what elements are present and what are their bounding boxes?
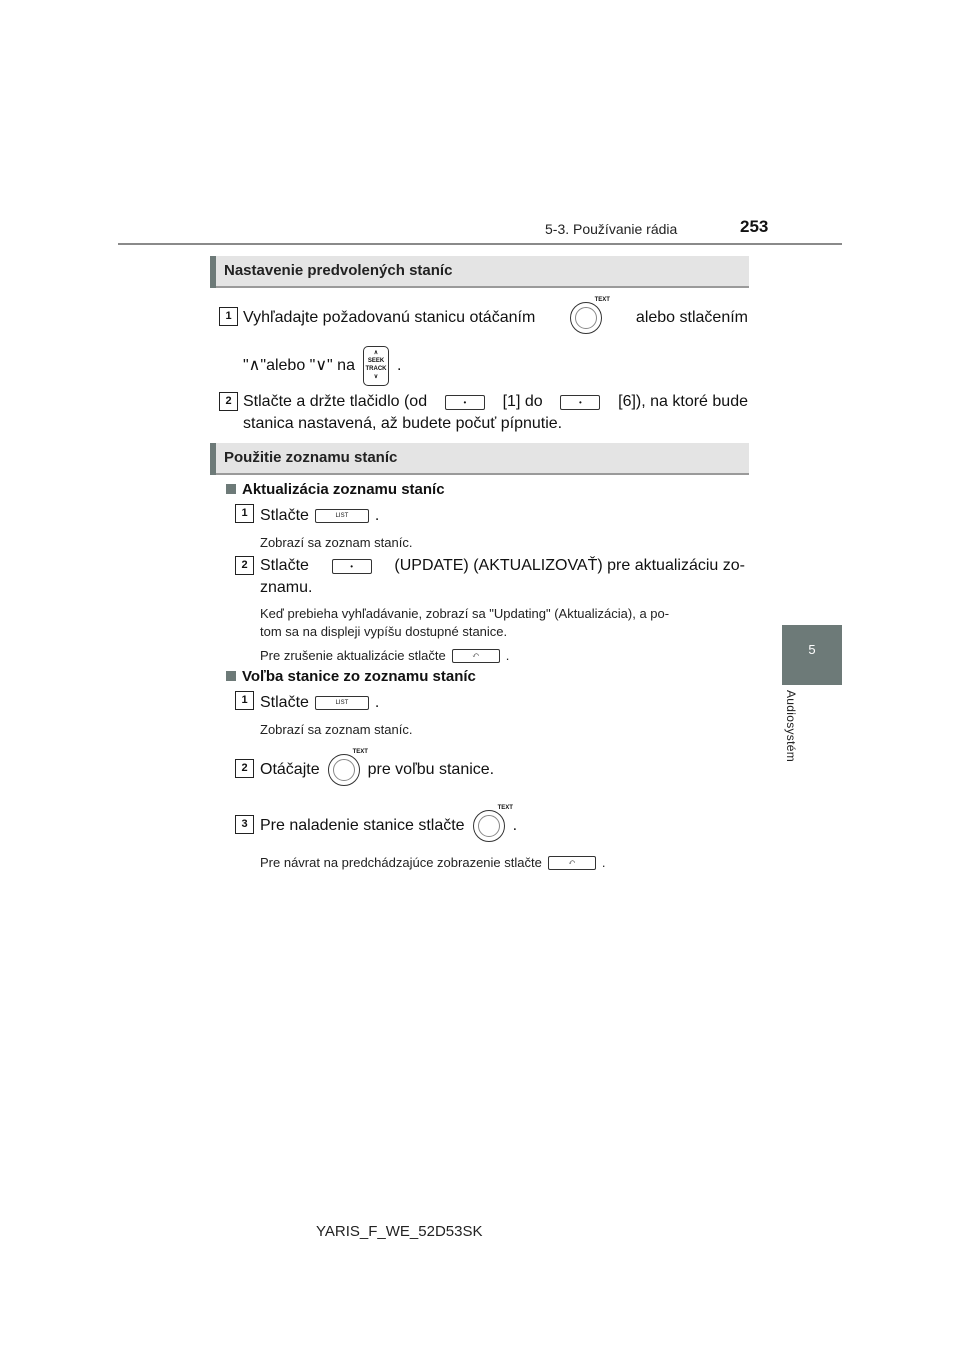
knob-label: TEXT: [594, 297, 610, 303]
step-note-part: Pre návrat na predchádzajúce zobrazenie stlačte: [260, 855, 542, 870]
step-text-part: .: [374, 507, 380, 524]
step-number: 2: [235, 556, 254, 575]
step-number: 1: [235, 691, 254, 710]
step-text: [243, 346, 401, 386]
list-button-icon: LIST: [315, 696, 369, 710]
step-number: 1: [235, 504, 254, 523]
step-text-part: stanica nastavená, až budete počuť pípnutie.: [243, 415, 563, 432]
update-button-icon: •: [332, 559, 372, 574]
knob-label: TEXT: [352, 749, 368, 755]
section-heading: Použitie zoznamu staníc: [224, 449, 398, 466]
step-note: [260, 855, 605, 870]
step-note: Zobrazí sa zoznam staníc.: [260, 535, 413, 550]
step-number: 2: [235, 759, 254, 778]
section-bar-presets: [210, 256, 749, 288]
step-text: [243, 394, 748, 432]
list-button-icon: LIST: [315, 509, 369, 523]
step-number: 2: [219, 392, 238, 411]
step-text-part: [6]), na ktoré bude: [618, 393, 748, 410]
tune-knob-icon: [473, 805, 513, 842]
step-note-part: Pre zrušenie aktualizácie stlačte: [260, 648, 446, 663]
step-note-part: .: [601, 855, 606, 870]
step-text: [260, 695, 379, 711]
section-heading: Nastavenie predvolených staníc: [224, 262, 453, 279]
subsection-title: [226, 668, 476, 685]
section-bar-station-list: [210, 443, 749, 475]
subsection-title: [226, 481, 445, 498]
arrow-up-icon: ∧: [373, 350, 379, 356]
step-note: Keď prebieha vyhľadávanie, zobrazí sa "Updating" (Aktualizácia), a po-: [260, 606, 670, 621]
step-text-part: .: [512, 817, 518, 834]
chapter-number: 5: [808, 642, 816, 657]
step-text-part: Pre naladenie stanice stlačte: [260, 817, 465, 834]
square-bullet-icon: [226, 671, 236, 681]
back-button-icon: ⤺: [548, 856, 596, 870]
header-rule: [118, 243, 842, 245]
step-text-part: "∧"alebo "∨" na: [243, 357, 355, 374]
step-text: [260, 508, 379, 524]
knob-label: TEXT: [497, 805, 513, 811]
step-text-part: znamu.: [260, 579, 313, 596]
step-text-part: Vyhľadajte požadovanú stanicu otáčaním: [243, 309, 536, 326]
step-text-part: Otáčajte: [260, 761, 320, 778]
step-number: 3: [235, 815, 254, 834]
seek-label: SEEK: [367, 358, 385, 364]
step-note: tom sa na displeji vypíšu dostupné stanice.: [260, 624, 508, 639]
subsection-title-text: Voľba stanice zo zoznamu staníc: [242, 668, 476, 685]
tune-knob-icon: [570, 297, 610, 334]
preset-button-icon: •: [445, 395, 485, 410]
step-text-part: Stlačte: [260, 694, 309, 711]
document-code: YARIS_F_WE_52D53SK: [316, 1223, 483, 1240]
page-number: 253: [740, 217, 769, 236]
step-text-part: Stlačte: [260, 507, 309, 524]
subsection-title-text: Aktualizácia zoznamu staníc: [242, 481, 445, 498]
seek-track-button-icon: [363, 346, 389, 386]
square-bullet-icon: [226, 484, 236, 494]
back-button-icon: ⤺: [452, 649, 500, 663]
step-text: [243, 297, 748, 334]
step-text-part: alebo stlačením: [635, 309, 748, 326]
chapter-label: Audiosystém: [784, 690, 798, 762]
step-text: [260, 805, 518, 842]
step-text: [260, 558, 745, 596]
step-text-part: [1] do: [502, 393, 543, 410]
step-note-part: .: [505, 648, 510, 663]
step-text-part: Stlačte a držte tlačidlo (od: [243, 393, 428, 410]
track-label: TRACK: [365, 366, 387, 372]
step-text-part: Stlačte: [260, 557, 309, 574]
step-number: 1: [219, 307, 238, 326]
step-note: [260, 648, 509, 663]
preset-button-icon: •: [560, 395, 600, 410]
step-text-part: (UPDATE) (AKTUALIZOVAŤ) pre aktualizáciu zo-: [394, 557, 745, 574]
step-text-part: .: [396, 357, 402, 374]
step-note: Zobrazí sa zoznam staníc.: [260, 722, 413, 737]
step-text-part: pre voľbu stanice.: [367, 761, 495, 778]
tune-knob-icon: [328, 749, 368, 786]
step-text-part: .: [374, 694, 380, 711]
arrow-down-icon: ∨: [373, 374, 379, 380]
step-text: [260, 749, 495, 786]
section-title: 5-3. Používanie rádia: [545, 221, 678, 237]
